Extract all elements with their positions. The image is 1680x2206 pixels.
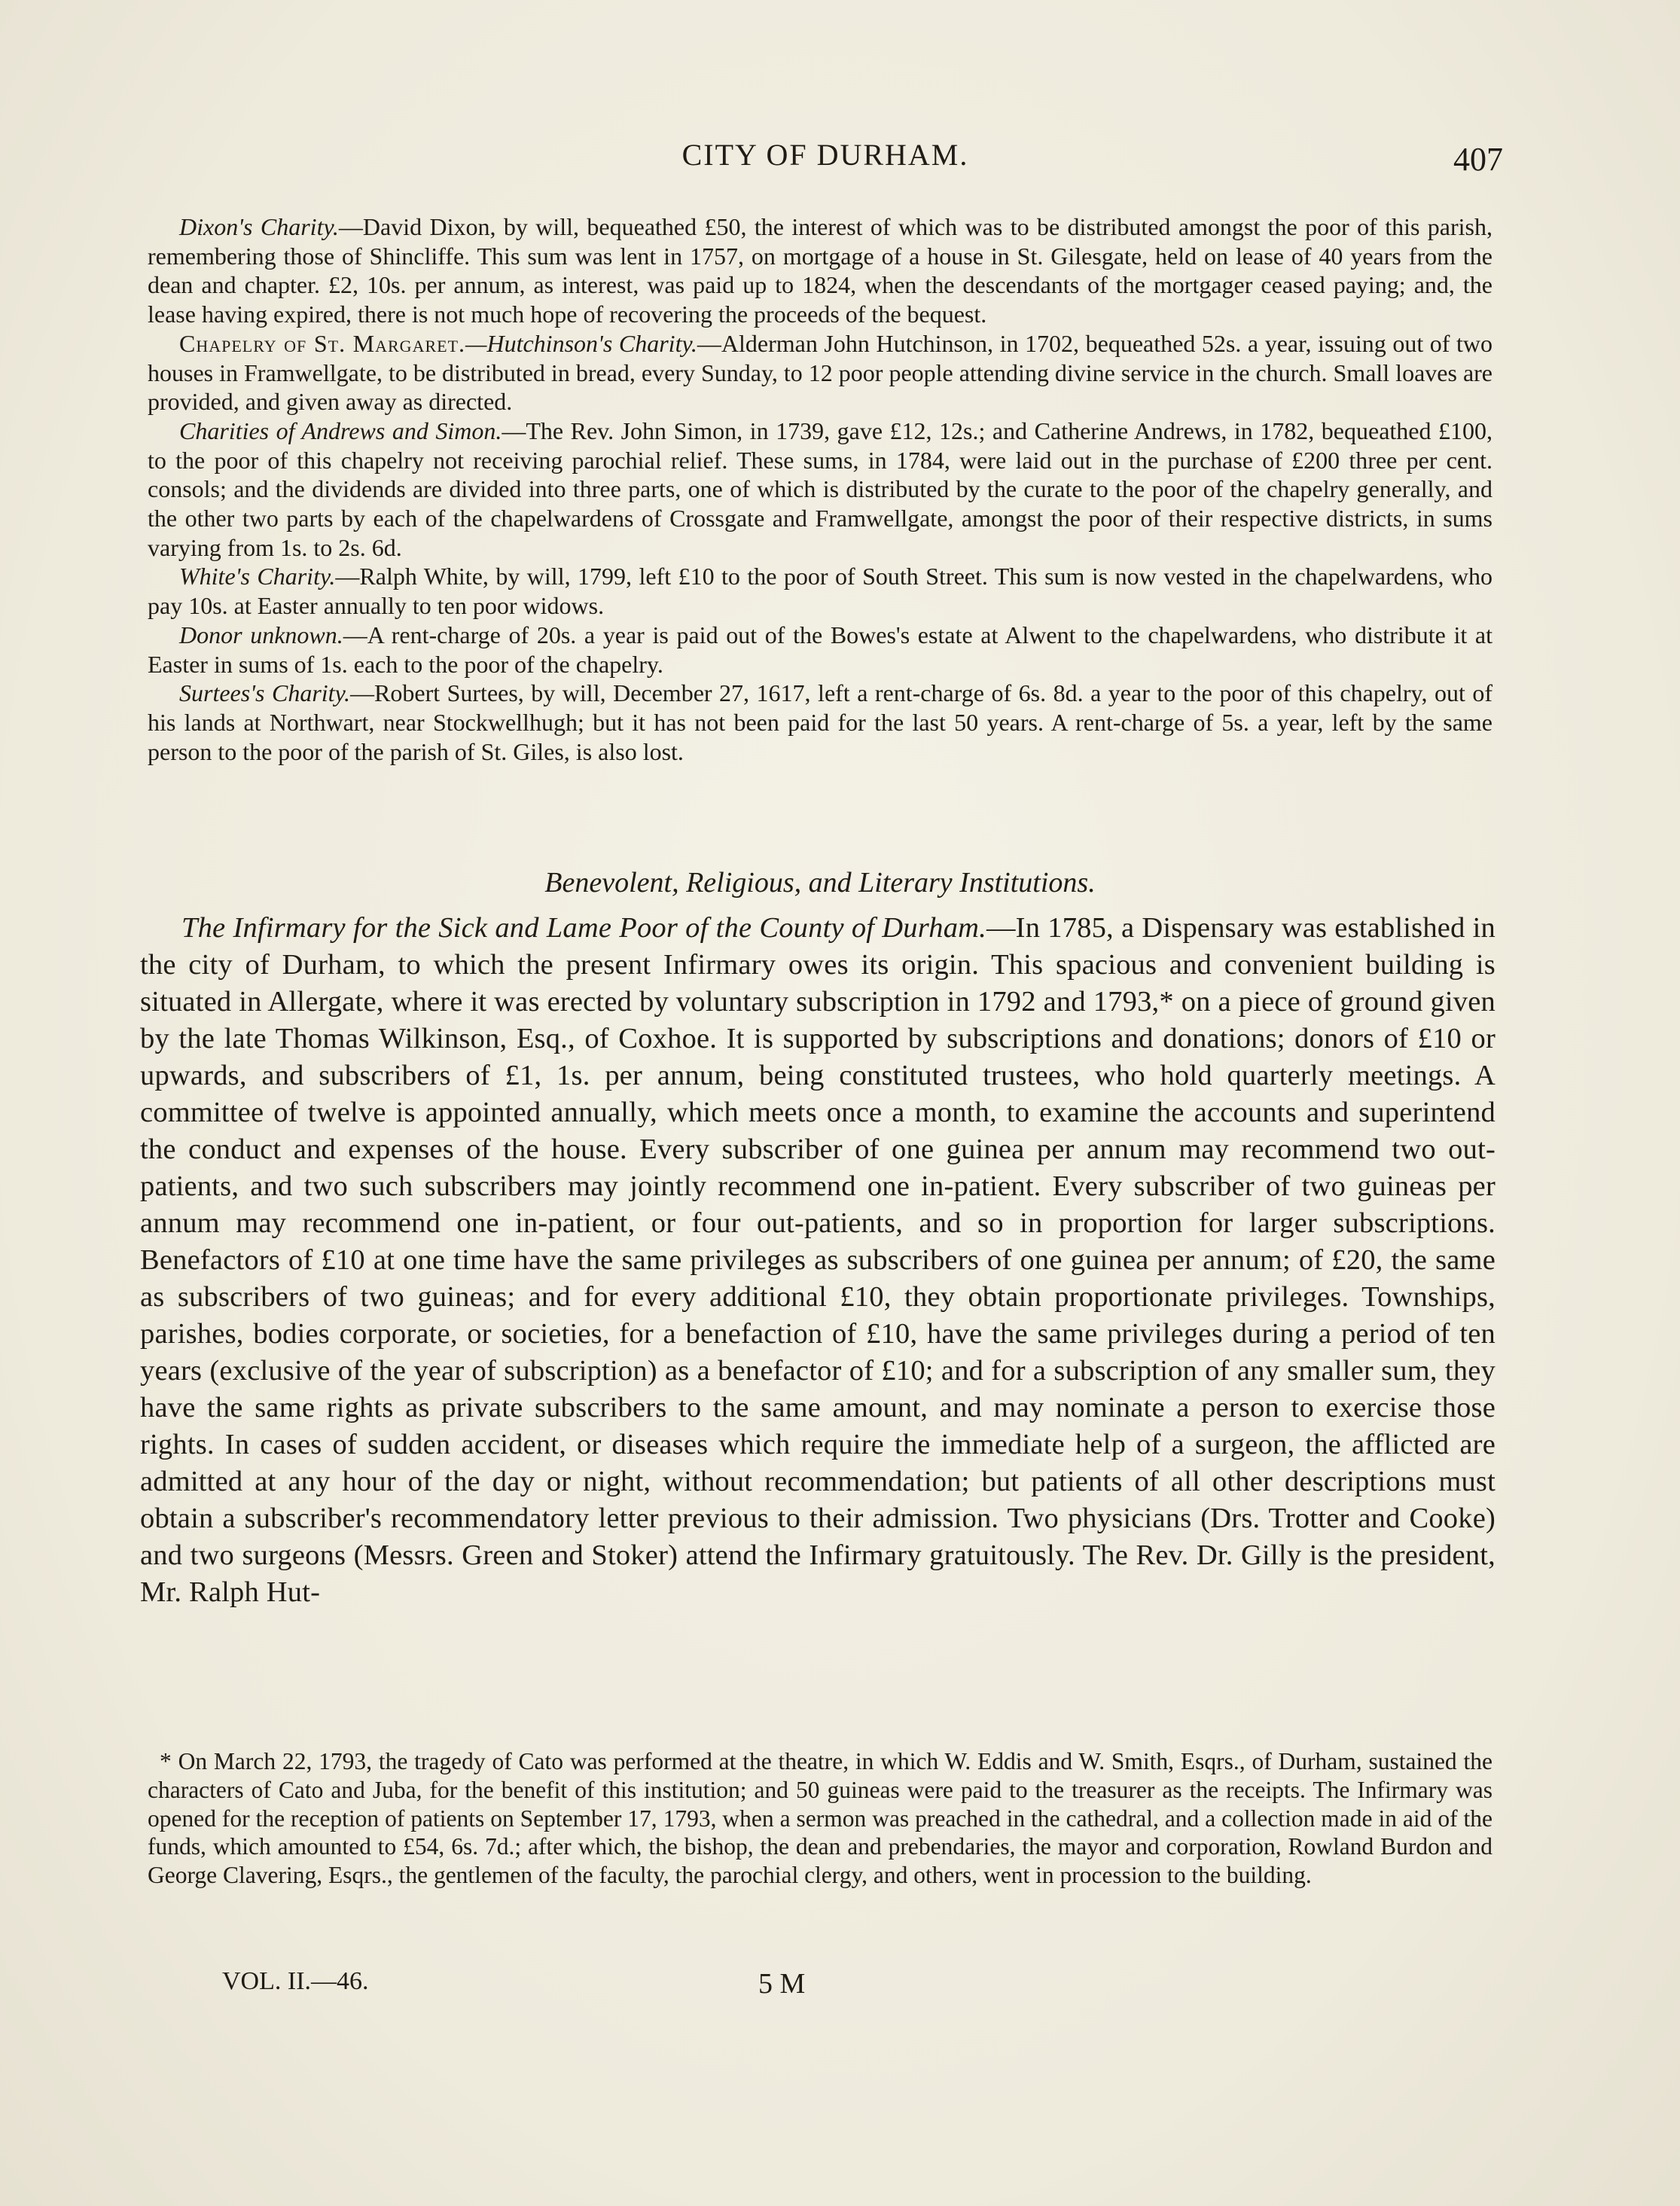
charity-paragraph [148,329,1492,416]
charity-paragraph [148,562,1492,620]
infirmary-text: —In 1785, a Dispensary was established in the city of Durham, to which the present Infirmary owes its origin. This spacious and convenient building is situated in Allergate, where it was erected by voluntary subscription in 1792 and 1793,* on a piece of ground given by the late Thomas Wilkinson, Esq., of Coxhoe. It is supported by subscriptions and donations; donors of £10 or upwards, and subscribers of £1, 1s. per annum, being constituted trustees, who hold quarterly meetings. A committee of twelve is appointed annually, which meets once a month, to examine the accounts and superintend the conduct and expenses of the house. Every subscriber of one guinea per annum may recommend two out-patients, and two such subscribers may jointly recommend one in-patient. Every subscriber of two guineas per annum may recommend one in-patient, or four out-patients, and so in proportion for larger subscriptions. Benefactors of £10 at one time have the same privileges as subscribers of one guinea per annum; of £20, the same as subscribers of two guineas; and for every additional £10, they obtain proportionate privileges. Townships, parishes, bodies corporate, or societies, for a benefaction of £10, have the same privileges during a period of ten years (exclusive of the year of subscription) as a benefactor of £10; and for a subscription of any smaller sum, they have the same rights as private subscribers to the same amount, and may nominate a person to exercise those rights. In cases of sudden accident, or diseases which require the immediate help of a surgeon, the afflicted are admitted at any hour of the day or night, without recommendation; but patients of all other descriptions must obtain a subscriber's recommendatory letter previous to their admission. Two physicians (Drs. Trotter and Cooke) and two surgeons (Messrs. Green and Stoker) attend the Infirmary gratuitously. The Rev. Dr. Gilly is the president, Mr. Ralph Hut- [140,912,1496,1608]
page-header [148,137,1503,182]
charity-text: —David Dixon, by will, bequeathed £50, the interest of which was to be distributed amongst the poor of this parish, remembering those of Shincliffe. This sum was lent in 1757, on mortgage of a house in St. Gilesgate, held on lease of 40 years from the dean and chapter. £2, 10s. per annum, as interest, was paid up to 1824, when the descendants of the mortgager ceased paying; and, the lease having expired, there is not much hope of recovering the proceeds of the bequest. [148,213,1493,328]
section-heading: Benevolent, Religious, and Literary Institutions. [544,867,1096,899]
charity-title: —Hutchinson's Charity. [465,329,697,357]
charity-paragraph [148,212,1492,329]
charity-text: —Ralph White, by will, 1799, left £10 to the poor of South Street. This sum is now vested in the chapelwardens, who pay 10s. at Easter annually to ten poor widows. [148,563,1493,620]
charity-paragraph [148,416,1492,563]
charity-title: White's Charity. [179,563,336,590]
charity-text: —Alderman John Hutchinson, in 1702, bequeathed 52s. a year, issuing out of two houses in Framwellgate, to be distributed in bread, every Sunday, to 12 poor people attending divine service in the church. Small loaves are provided, and given away as directed. [148,329,1493,416]
charity-text: —Robert Surtees, by will, December 27, 1617, left a rent-charge of 6s. 8d. a year to the poor of this chapelry, out of his lands at Northwart, near Stockwellhugh; but it has not been paid for the last 50 years. A rent-charge of 5s. a year, left by the same person to the poor of the parish of St. Giles, is also lost. [148,679,1493,765]
charities-section [148,212,1492,766]
charity-text: —A rent-charge of 20s. a year is paid out of the Bowes's estate at Alwent to the chapelwardens, who distribute it at Easter in sums of 1s. each to the poor of the chapelry. [148,621,1493,678]
footnote [148,1747,1492,1890]
page-number: 407 [1453,141,1503,178]
running-head: CITY OF DURHAM. [681,138,969,172]
charity-paragraph [148,621,1492,679]
charity-text: —The Rev. John Simon, in 1739, gave £12, 12s.; and Catherine Andrews, in 1782, bequeathed £100, to the poor of this chapelry not receiving parochial relief. These sums, in 1784, were laid out in the purchase of £200 three per cent. consols; and the dividends are divided into three parts, one of which is distributed by the curate to the poor of the chapelry generally, and the other two parts by each of the chapelwardens of Crossgate and Framwellgate, amongst the poor of their respective districts, in sums varying from 1s. to 2s. 6d. [148,416,1493,561]
charity-title: Donor unknown. [179,621,343,648]
footnote-text: * On March 22, 1793, the tragedy of Cato was performed at the theatre, in which W. Eddis and W. Smith, Esqrs., of Durham, sustained the characters of Cato and Juba, for the benefit of this institution; and 50 guineas were paid to the treasurer as the receipts. The Infirmary was opened for the reception of patients on September 17, 1793, when a sermon was preached in the cathedral, and a collection made in aid of the funds, which amounted to £54, 6s. 7d.; after which, the bishop, the dean and prebendaries, the mayor and corporation, Rowland Burdon and George Clavering, Esqrs., the gentlemen of the faculty, the parochial clergy, and others, went in procession to the building. [148,1748,1492,1889]
chapelry-lead: Chapelry of St. Margaret. [179,329,466,357]
infirmary-paragraph [140,910,1496,1611]
charity-title: Surtees's Charity. [179,679,351,707]
page-footer [222,1967,900,2000]
infirmary-section [140,910,1496,1611]
signature-mark: 5 M [758,1968,806,2000]
charity-title: Charities of Andrews and Simon. [179,416,502,444]
charity-title: Dixon's Charity. [179,213,339,240]
charity-paragraph [148,679,1492,766]
volume-mark: VOL. II.—46. [222,1967,369,1995]
infirmary-title: The Infirmary for the Sick and Lame Poor of the County of Durham. [181,912,986,944]
